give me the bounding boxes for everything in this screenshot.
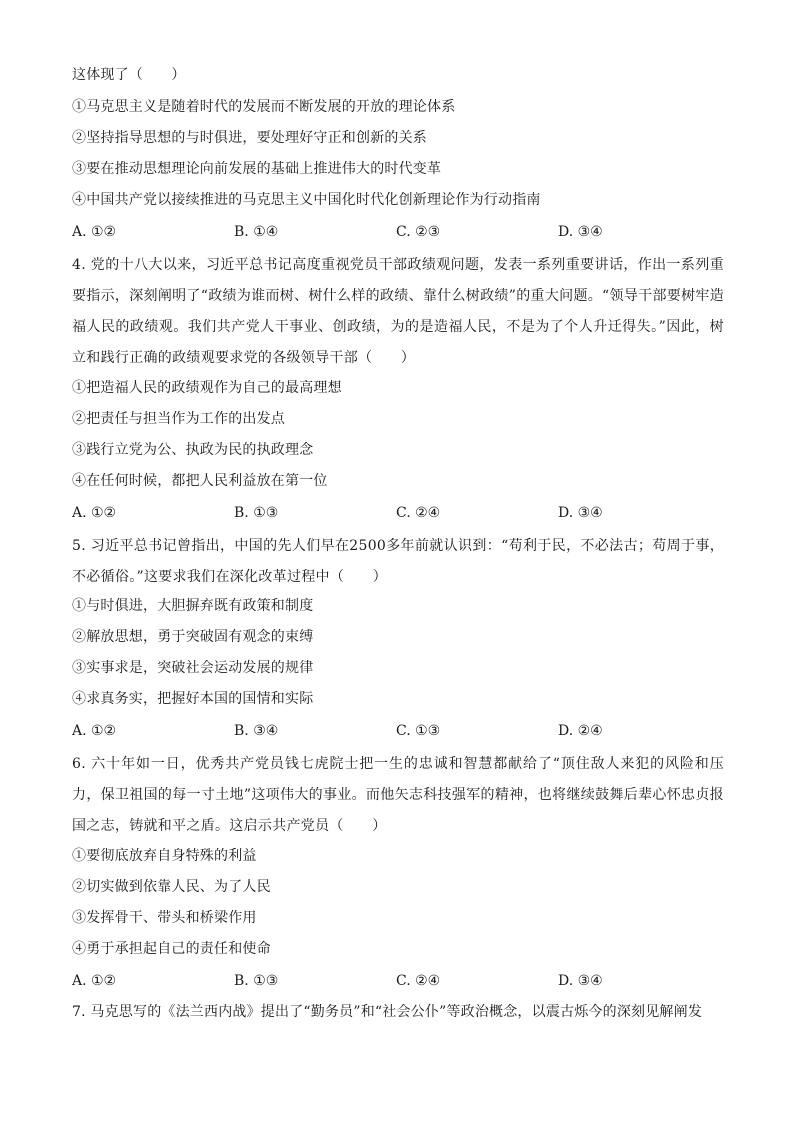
q6-options	[72, 970, 732, 992]
q4-option-b[interactable]: B. ①③	[234, 505, 279, 521]
q6-option-b[interactable]: B. ①③	[234, 973, 279, 989]
q5-statement-3: ③实事求是，突破社会运动发展的规律	[72, 660, 314, 676]
q4-option-d[interactable]: D. ③④	[558, 505, 603, 521]
q3-option-c[interactable]: C. ②③	[396, 224, 441, 240]
q3-option-b[interactable]: B. ①④	[234, 224, 279, 240]
q4-option-a[interactable]: A. ①②	[72, 505, 117, 521]
q6-statement-3: ③发挥骨干、带头和桥梁作用	[72, 910, 257, 926]
q3-statement-3: ③要在推动思想理论向前发展的基础上推进伟大的时代变革	[72, 161, 442, 177]
q7-stem-head: 7. 马克思写的《法兰西内战》提出了“勤务员”和“社会公仆”等政治概念，以震古烁今的深刻见解阐发	[72, 1004, 703, 1020]
q5-option-a[interactable]: A. ①②	[72, 723, 117, 739]
q5-statement-1: ①与时俱进，大胆摒弃既有政策和制度	[72, 598, 314, 614]
q6-statement-4: ④勇于承担起自己的责任和使命	[72, 941, 271, 957]
q5-stem: 5. 习近平总书记曾指出，中国的先人们早在2500多年前就认识到：“苟利于民，不必法古；苟周于事，不必循俗。”这要求我们在深化改革过程中（ ）	[72, 538, 724, 585]
q4-statement-3: ③践行立党为公、执政为民的执政理念	[72, 442, 314, 458]
q3-stem-tail: 这体现了（ ）	[72, 67, 186, 83]
q4-options	[72, 502, 732, 524]
q4-statement-1: ①把造福人民的政绩观作为自己的最高理想	[72, 380, 342, 396]
q6-statement-1: ①要彻底放弃自身特殊的利益	[72, 848, 257, 864]
q3-statement-1: ①马克思主义是随着时代的发展而不断发展的开放的理论体系	[72, 99, 456, 115]
q3-statement-4: ④中国共产党以接续推进的马克思主义中国化时代化创新理论作为行动指南	[72, 192, 541, 208]
q4-statement-2: ②把责任与担当作为工作的出发点	[72, 411, 285, 427]
q4-stem: 4. 党的十八大以来，习近平总书记高度重视党员干部政绩观问题，发表一系列重要讲话，作出一系列重要指示，深刻阐明了“政绩为谁而树、树什么样的政绩、靠什么树政绩”的重大问题。“领导干部要树牢造福人民的政绩观。我们共产党人干事业、创政绩，为的是造福人民，不是为了个人升迁得失。”因此，树立和践行正确的政绩观要求党的各级领导干部（ ）	[72, 257, 724, 366]
q3-option-a[interactable]: A. ①②	[72, 224, 117, 240]
q3-options	[72, 221, 732, 243]
q6-option-c[interactable]: C. ②④	[396, 973, 441, 989]
q6-statement-2: ②切实做到依靠人民、为了人民	[72, 879, 271, 895]
q5-option-b[interactable]: B. ③④	[234, 723, 279, 739]
q3-statement-2: ②坚持指导思想的与时俱进，要处理好守正和创新的关系	[72, 130, 427, 146]
q3-option-d[interactable]: D. ③④	[558, 224, 603, 240]
q5-statement-4: ④求真务实，把握好本国的国情和实际	[72, 691, 314, 707]
q5-option-c[interactable]: C. ①③	[396, 723, 441, 739]
q6-option-d[interactable]: D. ③④	[558, 973, 603, 989]
q4-statement-4: ④在任何时候，都把人民利益放在第一位	[72, 473, 328, 489]
q6-option-a[interactable]: A. ①②	[72, 973, 117, 989]
q5-statement-2: ②解放思想，勇于突破固有观念的束缚	[72, 629, 314, 645]
q6-stem: 6. 六十年如一日，优秀共产党员钱七虎院士把一生的忠诚和智慧都献给了“顶住敌人来犯的风险和压力，保卫祖国的每一寸土地”这项伟大的事业。而他矢志科技强军的精神，也将继续鼓舞后辈心怀忠贞报国之志，铸就和平之盾。这启示共产党员（ ）	[72, 756, 724, 834]
q5-options	[72, 720, 732, 742]
q4-option-c[interactable]: C. ②④	[396, 505, 441, 521]
q5-option-d[interactable]: D. ②④	[558, 723, 603, 739]
